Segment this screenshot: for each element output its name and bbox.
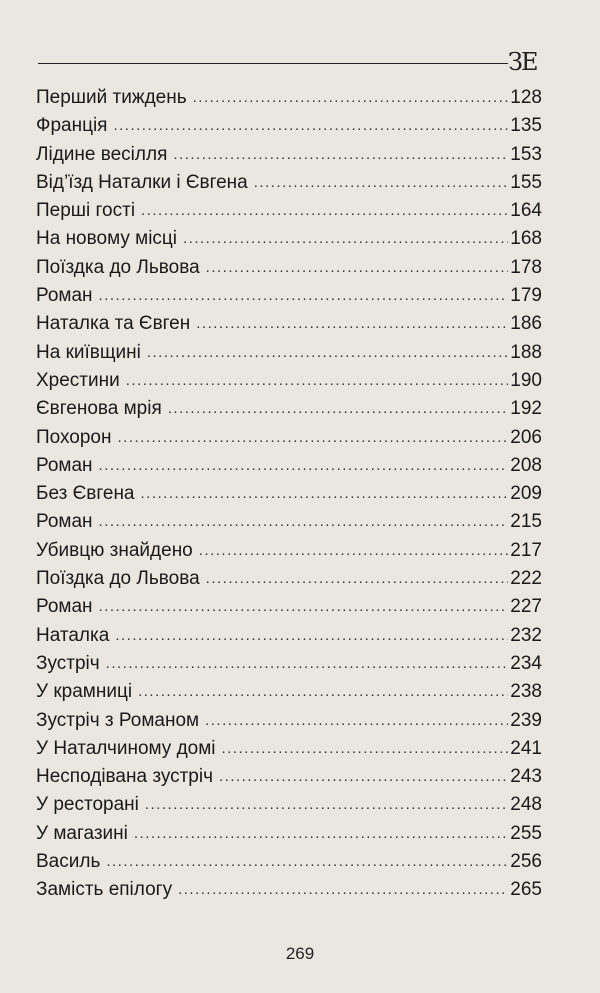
toc-entry [36,565,542,593]
toc-entry-title: Лідине весілля [36,143,168,165]
toc-entry-title: На київщині [36,341,141,363]
toc-entry-title: Роман [36,454,93,476]
toc-entry-page: 128 [510,87,542,108]
toc-entry-title: Перші гості [36,200,136,222]
toc-entry-title: Несподівана зустріч [36,766,213,788]
toc-entry [36,141,542,169]
toc-entry-title: У ресторані [36,794,139,816]
toc-entry-title: У магазині [36,822,128,844]
dot-leader [126,367,509,395]
toc-entry [36,876,542,904]
dot-leader [222,735,509,763]
table-of-contents [36,84,542,905]
dot-leader [118,424,509,452]
toc-entry [36,254,542,282]
toc-entry-title: Євгенова мрія [36,398,162,420]
toc-entry [36,820,542,848]
toc-entry-page: 222 [510,568,542,590]
toc-entry-title: Поїздка до Львова [36,256,200,278]
dot-leader [141,480,509,508]
dot-leader [173,141,508,169]
dot-leader [99,593,509,621]
toc-entry [36,707,542,735]
toc-entry [36,112,542,140]
dot-leader [254,169,509,197]
toc-entry-title: Без Євгена [36,483,135,505]
toc-entry [36,480,542,508]
toc-entry-page: 178 [510,256,542,278]
toc-entry-page: 217 [510,539,542,561]
dot-leader [99,508,509,536]
toc-entry-page: 241 [510,737,542,759]
dot-leader [99,282,509,310]
header-rule [38,63,508,64]
dot-leader [206,565,509,593]
toc-entry [36,763,542,791]
toc-entry-title: Зустріч з Романом [36,709,200,731]
toc-entry-page: 215 [510,511,542,533]
toc-entry-title: Наталка та Євген [36,313,191,335]
toc-entry [36,225,542,253]
toc-entry-page: 248 [510,794,542,816]
toc-entry-page: 153 [510,143,542,165]
toc-entry-page: 208 [510,454,542,476]
dot-leader [141,197,508,225]
toc-entry-page: 239 [510,709,542,731]
toc-entry-title: Поїздка до Львова [36,568,200,590]
toc-entry-title: У крамниці [36,681,133,703]
toc-entry [36,791,542,819]
dot-leader [199,537,509,565]
toc-entry-title: Василь [36,851,101,873]
toc-entry [36,537,542,565]
toc-entry [36,197,542,225]
toc-entry-page: 232 [510,624,542,646]
toc-entry [36,848,542,876]
page-number: 269 [285,944,315,963]
toc-entry-page: 206 [510,426,542,448]
toc-entry-title: У Наталчиному домі [36,737,216,759]
dot-leader [99,452,509,480]
dot-leader [219,763,508,791]
toc-entry-title: Роман [36,511,93,533]
toc-entry-page: 188 [510,341,542,363]
dot-leader [134,820,508,848]
toc-entry-title: Зустріч [36,652,100,674]
dot-leader [196,310,508,338]
header-ornament: ЗЕ [508,48,537,76]
dot-leader [205,707,508,735]
toc-entry [36,282,542,310]
toc-entry [36,367,542,395]
toc-entry [36,424,542,452]
dot-leader [115,622,508,650]
toc-entry [36,452,542,480]
dot-leader [168,395,509,423]
toc-entry-page: 164 [510,200,542,222]
toc-entry-page: 265 [510,879,542,901]
toc-entry-page: 192 [510,398,542,420]
toc-entry-page: 227 [510,596,542,618]
toc-entry-page: 234 [510,652,542,674]
toc-entry-title: Замість епілогу [36,879,173,901]
toc-entry-title: На новому місці [36,228,178,250]
toc-entry-page: 238 [510,681,542,703]
toc-entry-title: Франція [36,115,108,137]
toc-entry-title: Убивцю знайдено [36,539,193,561]
dot-leader [183,225,508,253]
toc-entry-page: 179 [510,285,542,307]
dot-leader [138,678,508,706]
toc-entry-page: 209 [510,483,542,505]
toc-entry [36,593,542,621]
toc-entry [36,169,542,197]
toc-entry-page: 255 [510,822,542,844]
toc-entry-page: 135 [510,115,542,137]
toc-entry-title: Від’їзд Наталки і Євгена [36,171,248,193]
dot-leader [193,84,509,112]
toc-entry [36,650,542,678]
toc-entry [36,678,542,706]
toc-entry-page: 186 [510,313,542,335]
toc-entry [36,735,542,763]
toc-entry [36,84,542,112]
toc-entry-title: Роман [36,596,93,618]
toc-entry [36,395,542,423]
toc-entry-title: Хрестини [36,369,120,391]
toc-entry-title: Похорон [36,426,112,448]
toc-entry-page: 256 [510,851,542,873]
toc-entry [36,310,542,338]
toc-entry-title: Роман [36,285,93,307]
toc-entry [36,339,542,367]
dot-leader [113,112,508,140]
toc-entry-title: Наталка [36,624,110,646]
toc-entry-page: 168 [510,228,542,250]
toc-entry-page: 190 [510,369,542,391]
dot-leader [106,650,509,678]
toc-entry [36,622,542,650]
dot-leader [106,848,508,876]
toc-entry-page: 243 [510,766,542,788]
dot-leader [178,876,508,904]
dot-leader [147,339,508,367]
dot-leader [206,254,509,282]
toc-entry [36,508,542,536]
toc-entry-title: Перший тиждень [36,87,187,108]
toc-entry-page: 155 [510,171,542,193]
dot-leader [145,791,508,819]
